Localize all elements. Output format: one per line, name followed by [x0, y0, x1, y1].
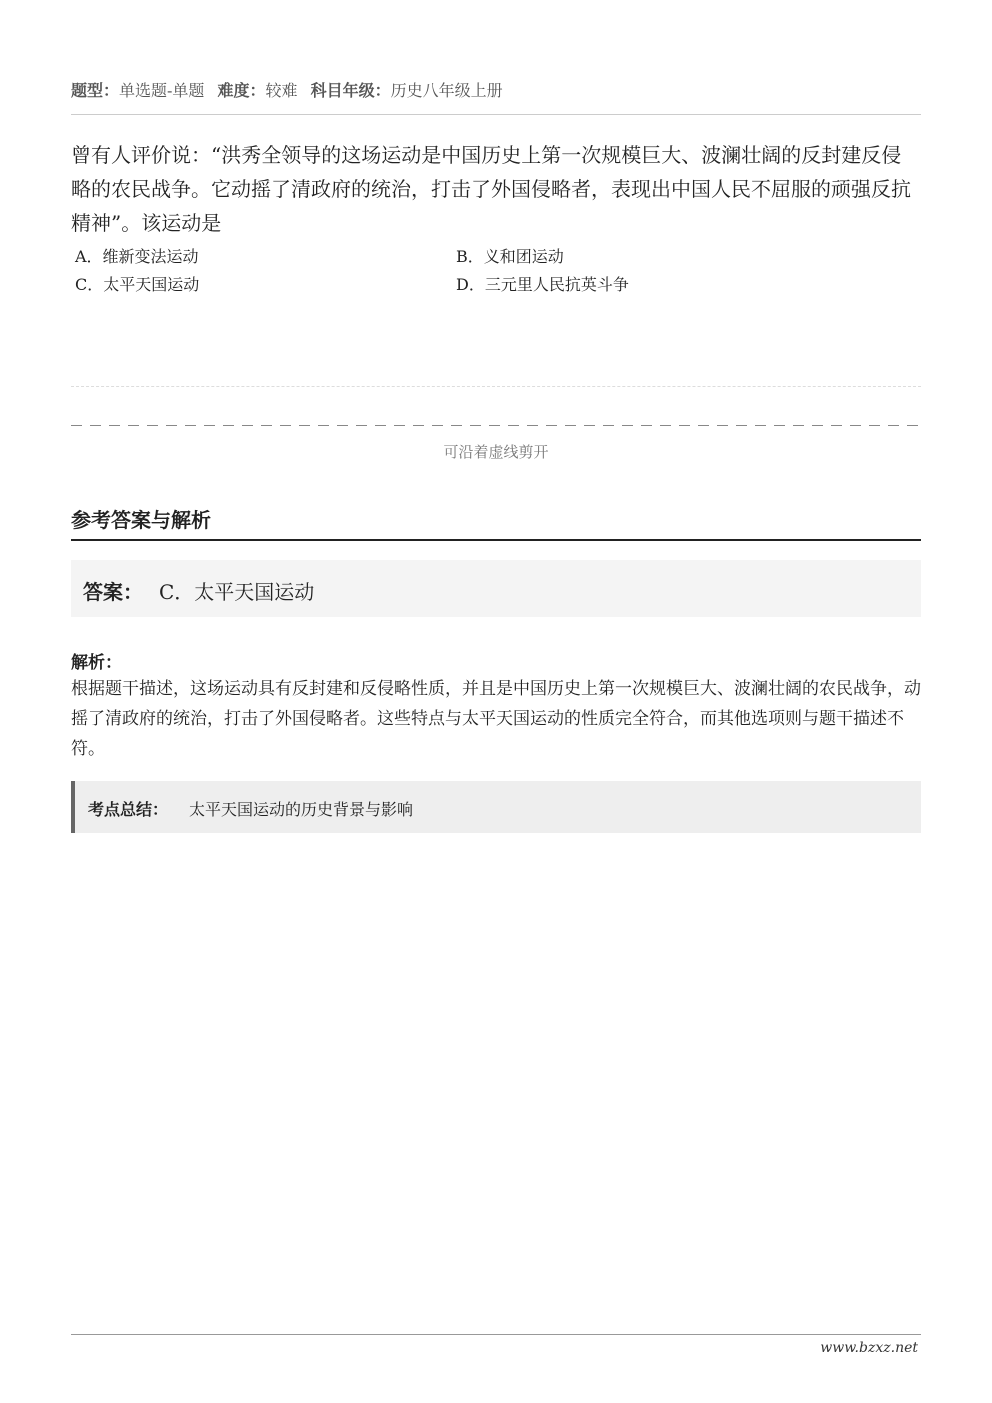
type-label: 题型： — [71, 81, 120, 100]
answer-value: C．太平天国运动 — [159, 580, 315, 604]
footer-site-url: www.bzxz.net — [820, 1340, 918, 1356]
answer-box — [71, 560, 921, 617]
cut-note: 可沿着虚线剪开 — [443, 443, 549, 461]
footer-divider — [71, 1334, 921, 1335]
key-point-summary — [71, 781, 921, 833]
summary-label: 考点总结： — [88, 800, 169, 819]
type-value: 单选题-单题 — [119, 81, 205, 100]
answer-section-title: 参考答案与解析 — [71, 508, 211, 532]
difficulty-value: 较难 — [265, 81, 298, 100]
analysis-text: 根据题干描述，这场运动具有反封建和反侵略性质，并且是中国历史上第一次规模巨大、波澜壮阔的农民战争，动摇了清政府的统治，打击了外国侵略者。这些特点与太平天国运动的性质完全符合，而其他选项则与题干描述不符。 — [71, 679, 921, 759]
answer-label: 答案： — [83, 580, 143, 604]
subject-value: 历史八年级上册 — [390, 81, 503, 100]
light-dashed-divider — [71, 386, 921, 387]
summary-value: 太平天国运动的历史背景与影响 — [189, 800, 414, 819]
option-b: B．义和团运动 — [456, 247, 564, 266]
header-divider — [71, 114, 921, 115]
answer-section-divider — [71, 539, 921, 541]
option-c: C．太平天国运动 — [75, 275, 200, 294]
subject-label: 科目年级： — [310, 81, 391, 100]
question-stem: 曾有人评价说：“洪秀全领导的这场运动是中国历史上第一次规模巨大、波澜壮阔的反封建反侵略的农民战争。它动摇了清政府的统治，打击了外国侵略者，表现出中国人民不屈服的顽强反抗精神”。该运动是 — [71, 143, 911, 235]
question-meta — [71, 78, 511, 101]
difficulty-label: 难度： — [217, 81, 266, 100]
option-a: A．维新变法运动 — [75, 247, 199, 266]
analysis-label: 解析： — [71, 653, 122, 673]
option-d: D．三元里人民抗英斗争 — [456, 275, 629, 294]
cut-line — [71, 425, 921, 426]
